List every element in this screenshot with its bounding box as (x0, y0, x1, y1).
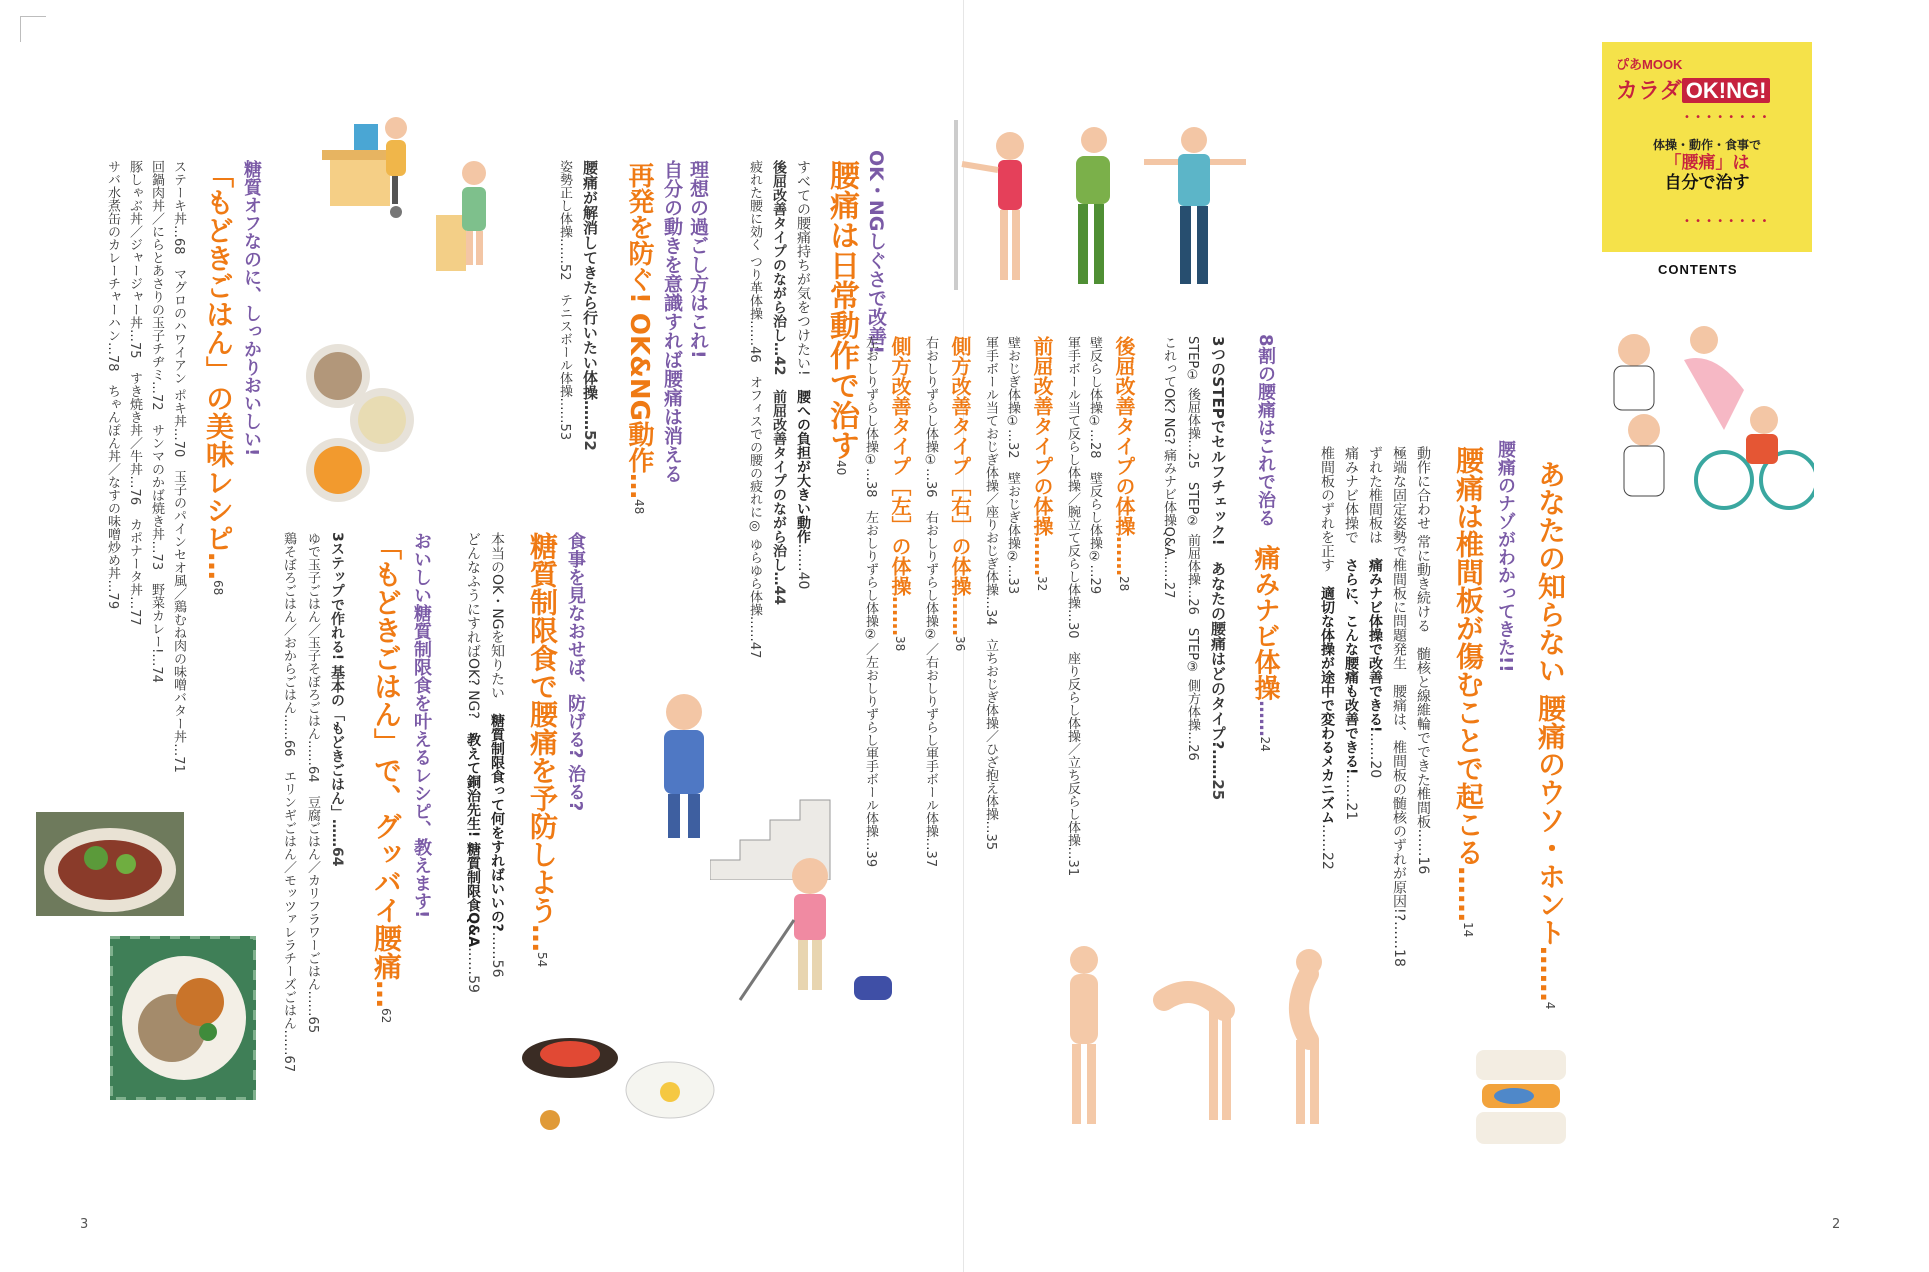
toc-item[interactable]: 極端な固定姿勢で椎間板に問題発生 腰痛は、椎間板の髄核のずれが原因!?……18 (1391, 446, 1407, 967)
posing-mannequins-illustration (1034, 940, 1364, 1140)
office-worker-illustration (300, 110, 420, 220)
toc-item[interactable]: ステーキ丼…68 マグロのハワイアン ポキ丼…70 玉子のパインセオ風／鶏むね肉の味噌バター丼…71 (171, 160, 186, 773)
chapter-forward-bend[interactable]: 前屈改善タイプの体操……32 (1030, 336, 1054, 592)
riced-foods-illustration (300, 340, 420, 530)
toc-item[interactable]: 3つのSTEPでセルフチェック! あなたの腰痛はどのタイプ?……25 (1209, 336, 1227, 801)
woman-kitchen-illustration (430, 155, 500, 275)
toc-item[interactable]: 痛みナビ体操で さらに、こんな腰痛も改善できる!……21 (1343, 446, 1359, 821)
toc-item[interactable]: 軍手ボール当ておじぎ体操／座りおじぎ体操…34 立ちおじぎ体操／ひざ抱え体操…35 (983, 336, 998, 851)
section-mystery: 腰痛のナゾがわかってきた!! (1495, 440, 1516, 673)
toc-item[interactable]: 後屈改善タイプのながら治し…42 前屈改善タイプのながら治し…44 (771, 160, 787, 605)
page-number: 3 (80, 1217, 89, 1232)
book-subtitle: 体操・動作・食事で (1652, 138, 1761, 152)
toc-item[interactable]: 豚しゃぶ丼／ジャージャー丼…75 すき焼き丼／牛丼…76 カポナータ丼…77 (127, 160, 142, 626)
stretching-people-illustration (954, 120, 1254, 300)
toc-item[interactable]: ゆで玉子ごはん／玉子そぼろごはん……64 豆腐ごはん／カリフラワーごはん……65 (305, 532, 320, 1034)
steak-bowl-photo (36, 812, 184, 916)
logo-dots: • • • • • • • • (1684, 112, 1769, 123)
toc-item[interactable]: 疲れた腰に効く つり革体操……46 オフィスでの腰の疲れに◎ ゆらゆら体操……47 (747, 160, 762, 659)
chapter-prevent-recurrence[interactable]: 再発を防ぐ! OK&NG動作…48 (624, 162, 654, 515)
logo-dots: • • • • • • • • (1684, 216, 1769, 227)
toc-item[interactable]: STEP① 後屈体操…25 STEP② 前屈体操…26 STEP③ 側方体操…26 (1185, 336, 1200, 761)
athletes-illustration (1574, 310, 1814, 520)
toc-item[interactable]: ずれた椎間板は 痛みナビ体操で改善できる!……20 (1367, 446, 1383, 779)
section-food: 食事を見なおせば、防げる? 治る? (565, 532, 586, 812)
section-ok-ng: OK・NGしぐさで改善! (865, 150, 887, 355)
page-number: 2 (1832, 1217, 1841, 1232)
toc-item[interactable]: 左おしりずらし体操①…38 左おしりずらし体操②／左おしりずらし軍手ボール体操…39 (863, 336, 878, 868)
toc-item[interactable]: 腰痛が解消してきたら行いたい体操……52 (581, 160, 599, 451)
toc-item[interactable]: これってOK? NG? 痛みナビ体操Q&A……27 (1161, 336, 1176, 599)
food-plates-illustration (520, 1020, 720, 1140)
publisher-label: ぴあMOOK (1616, 57, 1683, 72)
toc-item[interactable]: 3ステップで作れる! 基本の「もどきごはん」……64 (329, 532, 345, 867)
chapter-tasty-recipes[interactable]: 「もどきごはん」の美味レシピ…68 (202, 160, 235, 596)
toc-item[interactable]: 姿勢正し体操……52 テニスボール体操……53 (557, 160, 572, 441)
left-page (0, 0, 964, 1272)
toc-item[interactable]: 回鍋肉丼／にらとあさりの玉子チヂミ…72 サンマのかば焼き丼…73 野菜カレー!…74 (149, 160, 164, 683)
toc-item[interactable]: すべての腰痛持ちが気をつけたい! 腰への負担が大きい動作……40 (795, 160, 811, 590)
toc-item[interactable]: 壁おじぎ体操①…32 壁おじぎ体操②…33 (1005, 336, 1020, 595)
crop-mark (20, 16, 46, 42)
book-title: 「腰痛」は 自分で治す (1664, 153, 1750, 193)
toc-item[interactable]: どんなふうにすればOK? NG? 教えて銅治先生! 糖質制限食Q&A……59 (465, 532, 481, 993)
section-recipes: おいしい糖質制限食を叶えるレシピ、教えます! (411, 532, 432, 919)
toc-item[interactable]: サバ水煮缶のカレーチャーハン…78 ちゃんぽん丼／なすの味噌炒め丼…79 (105, 160, 120, 610)
section-awareness: 自分の動きを意識すれば腰痛は消える (661, 160, 683, 483)
chapter-modoki-gohan[interactable]: 「もどきごはん」で、グッバイ腰痛…62 (370, 532, 403, 1024)
section-80-percent: 8割の腰痛はこれで治る 痛みナビ体操……24 (1250, 334, 1280, 752)
chapter-myths[interactable]: あなたの知らない 腰痛のウソ・ホント……4 (1534, 460, 1567, 1010)
chapter-low-carb[interactable]: 糖質制限食で腰痛を予防しよう…54 (526, 532, 559, 968)
toc-item[interactable]: 壁反らし体操①…28 壁反らし体操②…29 (1087, 336, 1102, 595)
toc-item[interactable]: 椎間板のずれを正す 適切な体操が途中で変わるメカニズム……22 (1319, 446, 1335, 870)
book-logo (1602, 42, 1812, 252)
chapter-disc-damage[interactable]: 腰痛は椎間板が傷むことで起こる……14 (1452, 446, 1485, 938)
chapter-side-left[interactable]: 側方改善タイプ［左］の体操……38 (888, 336, 912, 652)
chapter-backward-bend[interactable]: 後屈改善タイプの体操……28 (1112, 336, 1136, 592)
woman-vacuum-illustration (730, 850, 900, 1010)
curry-plate-photo (110, 936, 256, 1100)
series-logo: カラダ OK!NG! (1616, 74, 1770, 105)
chapter-daily-motions[interactable]: 腰痛は日常動作で治す40 (824, 160, 859, 476)
section-low-carb-tasty: 糖質オフなのに、しっかりおいしい! (241, 160, 262, 457)
toc-item[interactable]: 鶏そぼろごはん／おからごはん……66 エリンギごはん／モッツァレラチーズごはん……67 (281, 532, 296, 1073)
spine-disc-illustration (1466, 1044, 1576, 1154)
section-ideal: 理想の過ごし方はこれ! (687, 160, 709, 359)
toc-item[interactable]: 本当のOK・NGを知りたい 糖質制限食って何をすればいいの?……56 (489, 532, 505, 978)
toc-item[interactable]: 動作に合わせ 常に動き続ける 髄核と線維輪でできた椎間板……16 (1415, 446, 1431, 875)
chapter-side-right[interactable]: 側方改善タイプ［右］の体操……36 (948, 336, 972, 652)
contents-label: CONTENTS (1658, 262, 1738, 277)
toc-item[interactable]: 軍手ボール当て反らし体操／腕立て反らし体操…30 座り反らし体操／立ち反らし体操…31 (1065, 336, 1080, 877)
toc-item[interactable]: 右おしりずらし体操①…36 右おしりずらし体操②／右おしりずらし軍手ボール体操…37 (923, 336, 938, 868)
